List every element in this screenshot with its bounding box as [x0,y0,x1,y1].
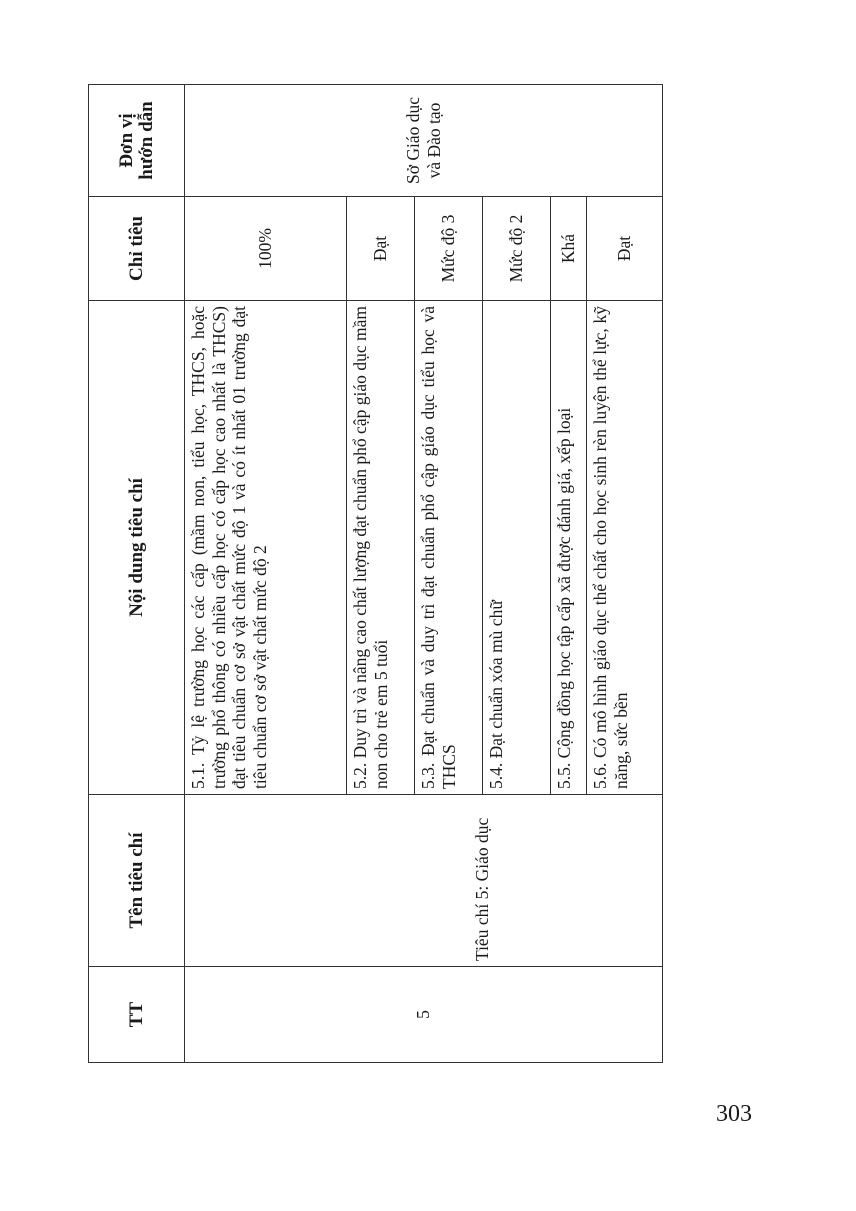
header-chi-tieu: Chỉ tiêu [89,197,185,301]
content-cell: 5.5. Cộng đồng học tập cấp xã được đánh giá, xếp loại [551,301,587,795]
target-cell: Khá [551,197,587,301]
criteria-table [88,84,663,1063]
target-cell: Đạt [347,197,415,301]
unit-cell: Sở Giáo dục và Đào tạo [185,85,663,197]
header-ten-tieu-chi: Tên tiêu chí [89,795,185,967]
tt-cell: 5 [185,967,663,1063]
target-cell: 100% [185,197,347,301]
content-cell: 5.4. Đạt chuẩn xóa mù chữ [483,301,551,795]
table-row [185,85,347,1063]
header-don-vi: Đơn vị hướn dẫn [89,85,185,197]
content-cell: 5.1. Tỷ lệ trường học các cấp (mầm non, tiểu học, THCS, hoặc trường phổ thông có nhiều cấp học có cấp học cao nhất là THCS) đạt tiêu chuẩn cơ sở vật chất mức độ 1 và có ít nhất 01 trường đạt tiêu chuẩn cơ sở vật chất mức độ 2 [185,301,347,795]
target-cell: Đạt [587,197,663,301]
target-cell: Mức độ 2 [483,197,551,301]
page-number: 303 [716,1101,752,1127]
content-cell: 5.6. Có mô hình giáo dục thể chất cho học sinh rèn luyện thể lực, kỹ năng, sức bền [587,301,663,795]
rotated-table-wrapper [88,85,662,1063]
criteria-name-cell: Tiêu chí 5: Giáo dục [185,795,663,967]
header-row [89,85,185,1063]
header-noi-dung: Nội dung tiêu chí [89,301,185,795]
target-cell: Mức độ 3 [415,197,483,301]
content-cell: 5.3. Đạt chuẩn và duy trì đạt chuẩn phổ cập giáo dục tiểu học và THCS [415,301,483,795]
header-tt: TT [89,967,185,1063]
content-cell: 5.2. Duy trì và nâng cao chất lượng đạt chuẩn phổ cập giáo dục mầm non cho trẻ em 5 tuổi [347,301,415,795]
